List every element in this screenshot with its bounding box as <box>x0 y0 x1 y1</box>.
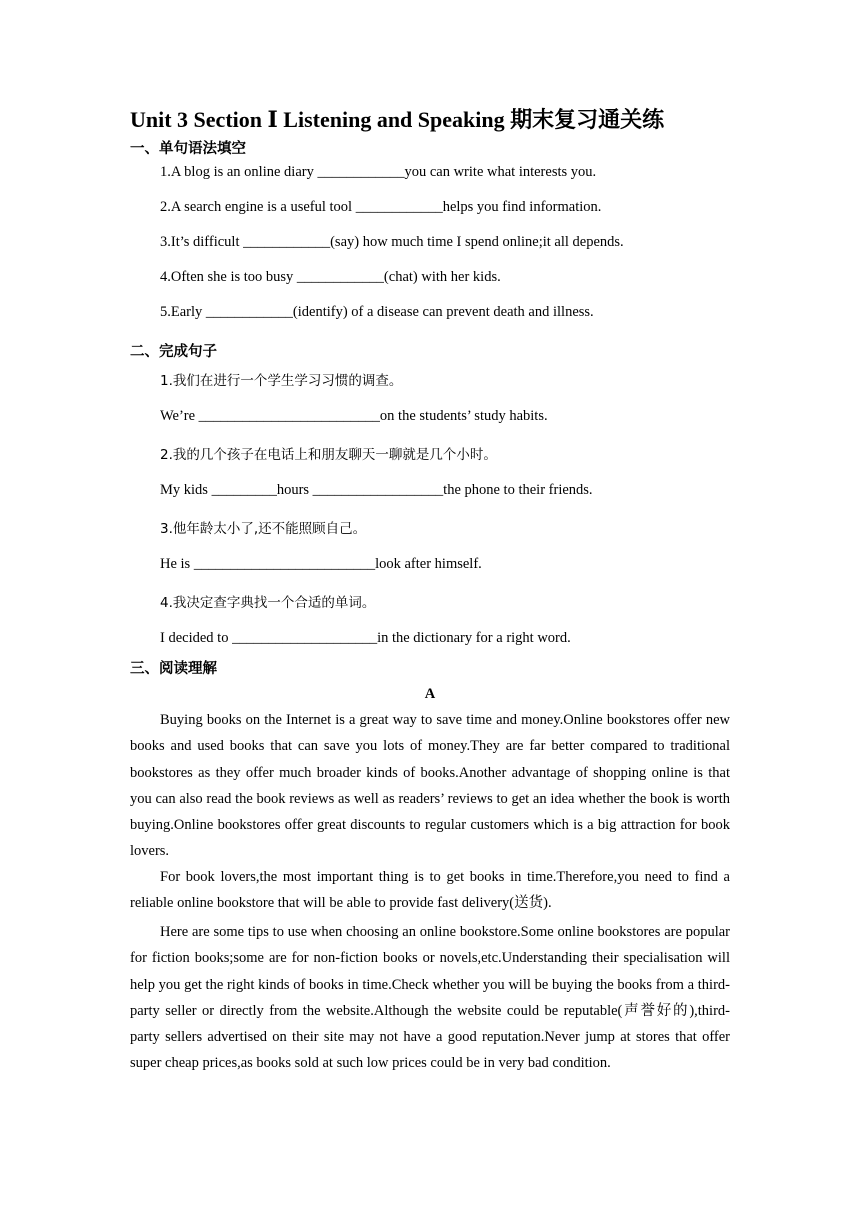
english-sentence: We’re _________________________on the students’ study habits. <box>160 408 548 424</box>
question-line: 2.A search engine is a useful tool ____________helps you find information. <box>160 199 602 215</box>
question-line: 4.Often she is too busy ____________(chat) with her kids. <box>160 269 501 285</box>
chinese-prompt: 4.我决定查字典找一个合适的单词。 <box>160 595 376 611</box>
passage-paragraph: For book lovers,the most important thing is to get books in time.Therefore,you need to find a reliable online bookstore that will be able to provide fast delivery(送货). <box>130 869 730 912</box>
passage-label: A <box>424 686 436 702</box>
question-line: 1.A blog is an online diary ____________you can write what interests you. <box>160 164 597 180</box>
english-sentence: He is _________________________look after himself. <box>160 556 482 572</box>
english-sentence: I decided to ____________________in the dictionary for a right word. <box>160 630 571 646</box>
question-line: 5.Early ____________(identify) of a disease can prevent death and illness. <box>160 304 594 320</box>
question-line: 3.It’s difficult ____________(say) how much time I spend online;it all depends. <box>160 234 624 250</box>
passage-paragraph: Here are some tips to use when choosing an online bookstore.Some online bookstores are popular for fiction books;some are for non-fiction books or novels,etc.Understanding their specialisation will help you get the right kinds of books in time.Check whether you will be buying the books from a third-party seller or directly from the website.Although the website could be reputable(声誉好的),third-party sellers advertised on their site may not have a good reputation.Never jump at stores that offer super cheap prices,as books sold at such low prices could be in very bad condition. <box>130 924 730 1072</box>
chinese-prompt: 3.他年龄太小了,还不能照顾自己。 <box>160 521 367 537</box>
chinese-prompt: 1.我们在进行一个学生学习习惯的调查。 <box>160 373 403 389</box>
section-heading-sentences: 二、完成句子 <box>130 344 217 360</box>
chinese-prompt: 2.我的几个孩子在电话上和朋友聊天一聊就是几个小时。 <box>160 447 497 463</box>
english-sentence: My kids _________hours __________________the phone to their friends. <box>160 482 593 498</box>
section-heading-grammar: 一、单句语法填空 <box>130 141 246 157</box>
page-title: Unit 3 Section Ⅰ Listening and Speaking 期末复习通关练 <box>130 107 665 132</box>
section-heading-reading: 三、阅读理解 <box>130 661 217 677</box>
passage-paragraph: Buying books on the Internet is a great way to save time and money.Online bookstores offer new books and used books that can save you lots of money.They are far better compared to traditional bookstores as they offer much broader kinds of books.Another advantage of shopping online is that you can also read the book reviews as well as readers’ reviews to get an idea whether the book is worth buying.Online bookstores offer great discounts to regular customers which is a big attraction for book lovers. <box>130 712 730 860</box>
